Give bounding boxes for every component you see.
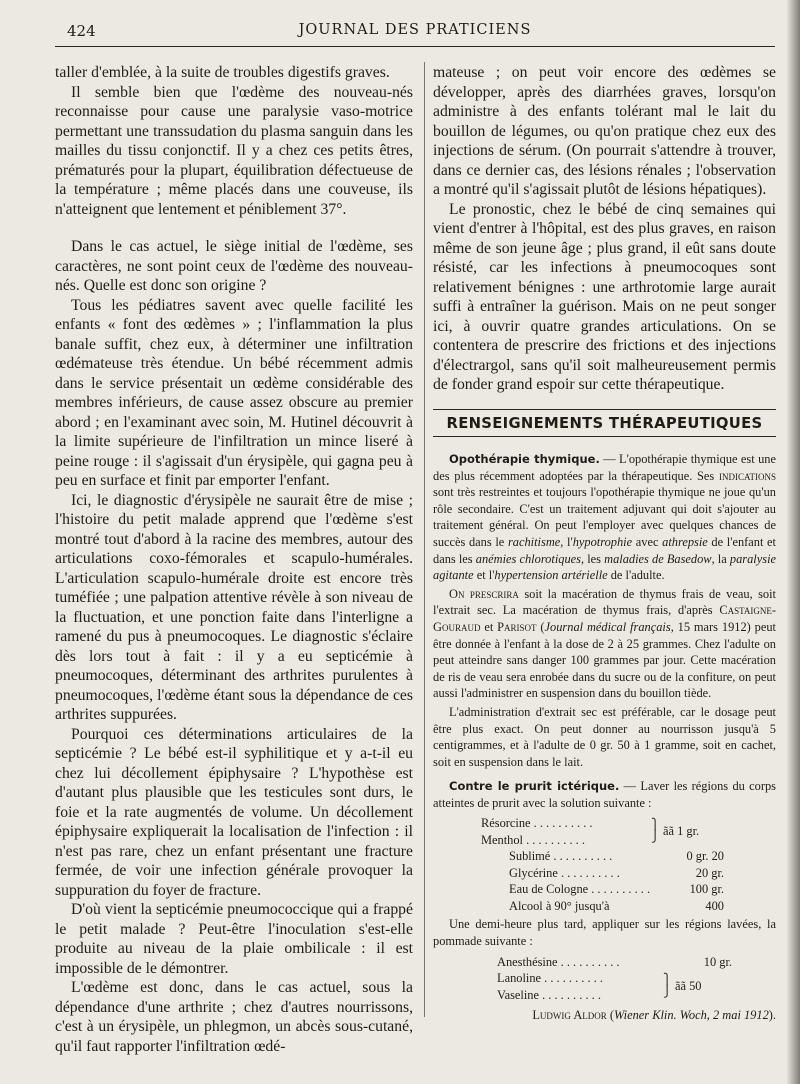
right-column (433, 63, 776, 1024)
paragraph: D'où vient la septicémie pneumococcique qui a frappé le petit malade ? Peut-être l'inoculation s'est-elle produite au niveau de la plaie ombilicale : il est impossible de le démontrer. (55, 901, 413, 977)
note-prurit: Contre le prurit ictérique. — Laver les régions du corps atteintes de prurit avec la solution suivante : (433, 779, 776, 810)
prescription-row: Résorcine . . . . . . . . . . ⎫ (481, 816, 660, 832)
note-pommade: Une demi-heure plus tard, appliquer sur les régions lavées, la pommade suivante : (433, 917, 776, 949)
paragraph: Tous les pédiatres savent avec quelle facilité les enfants « font des œdèmes » ; l'inflammation la plus banale suffit, chez eux, à déterminer une infiltration œdémateuse très étendue. Un bébé récemment admis dans le service présentait un œdème considérable des membres inférieurs, de cause assez obscure au premier abord ; en l'examinant avec soin, M. Hutinel découvrit à la limite supérieure de l'infiltration un mince liseré à peine rouge : il s'agissait d'un érysipèle, qui gagna peu à peu en surface et finit par emporter l'enfant. (55, 296, 413, 489)
prescription-row: Lanoline . . . . . . . . . . ⎫ (497, 971, 672, 987)
paragraph: mateuse ; on peut voir encore des œdèmes se développer, après des diarrhées graves, lorsqu'on administre à des enfants tolérant mal le lait du bouillon de légumes, ou qu'on pratique chez eux des injections de sérum. (On pourrait s'attendre à trouver, dans ce dernier cas, des lésions rénales ; l'observation a montré qu'il s'agissait plutôt de lésions hépatiques). (433, 64, 776, 198)
prescription-row: Anesthésine . . . . . . . . . . 10 gr. (497, 954, 732, 969)
paragraph: Le pronostic, chez le bébé de cinq semaines qui vient d'entrer à l'hôpital, est des plus graves, en raison même de son jeune âge ; plus grand, il eût sans doute résisté, car les infections à pneumocoques sont relativement bénignes : une arthrotomie large aurait suffi à entraîner la guérison. Mais on ne peut songer ici, à ouvrir quatre grandes articulations. On se contentera de prescrire des frictions et des injections d'électrargol, sans qu'il soit malheureusement permis de fonder grand espoir sur cette thérapeutique. (433, 200, 776, 393)
prescription-solution (433, 815, 776, 914)
paragraph: taller d'emblée, à la suite de troubles digestifs graves. (55, 64, 390, 81)
prescription-row: Glycérine . . . . . . . . . . 20 gr. (509, 865, 724, 880)
paragraph: Il semble bien que l'œdème des nouveau-nés reconnaisse pour cause une paralysie vaso-motrice permettant une transsudation du plasma sanguin dans les mailles du tissu conjonctif. Il y a chez ces petits êtres, prématurés pour la plupart, équilibration défectueuse de la température ; même placés dans une couveuse, ils n'atteignent que lentement et péniblement 37°. (55, 83, 413, 218)
page-header (55, 22, 775, 44)
therapeutic-notes (433, 451, 776, 1024)
prescription-quantity: ãã 1 gr. (663, 823, 700, 838)
source-citation: Ludwig Aldor (Wiener Klin. Woch, 2 mai 1912). (532, 1008, 776, 1023)
running-title: JOURNAL DES PRATICIENS (298, 22, 532, 38)
prescription-quantity: ãã 50 (675, 978, 702, 993)
paragraph: Ici, le diagnostic d'érysipèle ne saurait être de mise ; l'histoire du petit malade apprend que l'œdème s'est montré tout d'abord à la racine des membres, autour des articulations coxo-fémorales et scapulo-humérales. L'articulation scapulo-humérale droite est encore très tuméfiée ; une palpation attentive révèle à son niveau de la fluctuation, et une ponction faite dans l'interligne a ramené du pus à pneumocoques. Le diagnostic s'éclaire dès lors tout à fait : il y a eu septicémie à pneumocoques, déterminant des arthrites purulentes à pneumocoques, l'œdème étant sous la dépendance de ces arthrites suppurées. (55, 491, 413, 723)
scan-shadow (786, 0, 800, 1084)
prescription-row: Sublimé . . . . . . . . . . 0 gr. 20 (509, 849, 724, 864)
prescription-row: Eau de Cologne . . . . . . . . . . 100 gr. (509, 882, 724, 897)
paragraph: L'œdème est donc, dans le cas actuel, sous la dépendance d'une arthrite ; chez d'autres nourrissons, c'est à un érysipèle, un phlegmon, un abcès sous-cutané, qu'il faut rapporter l'infiltration œdé- (55, 979, 413, 1055)
note-prescription: On prescrira soit la macération de thymus frais de veau, soit l'extrait sec. La macération de thymus frais, d'après Castaigne-Gouraud et Parisot (Journal médical français, 15 mars 1912) peut être donnée à l'enfant à la dose de 2 à 25 grammes. Chez l'adulte on peut atteindre sans danger 100 grammes par jour. Cette macération de ris de veau sera enrobée dans du sucre ou de la confiture, on peut aussi l'administrer en suspension dans du bouillon tiède. (433, 586, 777, 701)
section-heading: RENSEIGNEMENTS THÉRAPEUTIQUES (433, 409, 776, 438)
left-column (55, 63, 413, 1056)
prescription-row: Vaseline . . . . . . . . . . ⎭ ãã 50 (497, 978, 702, 1002)
note-title: Opothérapie thymique. (449, 452, 600, 466)
prescription-row: Alcool à 90° jusqu'à 400 (509, 898, 724, 913)
note-title: Contre le prurit ictérique. (449, 779, 620, 794)
note-extrait: L'administration d'extrait sec est préférable, car le dosage peut être plus exact. On peut donner au nourrisson jusqu'à 5 centigrammes, et à l'adulte de 0 gr. 50 à 1 gramme, soit en cachet, soit en suspension dans le lait. (433, 704, 776, 769)
prescription-pommade (433, 954, 776, 1004)
page-number: 424 (67, 22, 96, 40)
prescription-row: Menthol . . . . . . . . . . ⎭ ãã 1 gr. (481, 823, 700, 847)
paragraph: Dans le cas actuel, le siège initial de l'œdème, ses caractères, ne sont point ceux de l'œdème des nouveau-nés. Quelle est donc son origine ? (55, 238, 413, 294)
note-opotherapie: Opothérapie thymique. — L'opothérapie thymique est une des plus récemment adoptées par la thérapeutique. Ses indications sont très restreintes et toujours l'opothérapie thymique ne joue qu'un rôle secondaire. C'est un traitement adjuvant qui doit s'ajouter au traitement général. On peut l'employer avec quelques chances de succès dans le rachitisme, l'hypotrophie avec athrepsie de l'enfant et dans les anémies chlorotiques, les maladies de Basedow, la paralysie agitante et l'hypertension artérielle de l'adulte. (433, 452, 777, 583)
paragraph: Pourquoi ces déterminations articulaires de la septicémie ? Le bébé est-il syphilitique et y a-t-il eu chez lui décollement épiphysaire ? L'hypothèse est d'autant plus plausible que les testicules sont durs, le foie et la rate augmentés de volume. Un décollement épiphysaire expliquerait la localisation de l'infection : il n'est pas rare, chez un enfant présentant une fracture fermée, de voir une infection générale provoquer la suppuration du foyer de fracture. (55, 725, 413, 899)
column-divider (424, 62, 425, 1017)
header-rule (55, 46, 775, 47)
